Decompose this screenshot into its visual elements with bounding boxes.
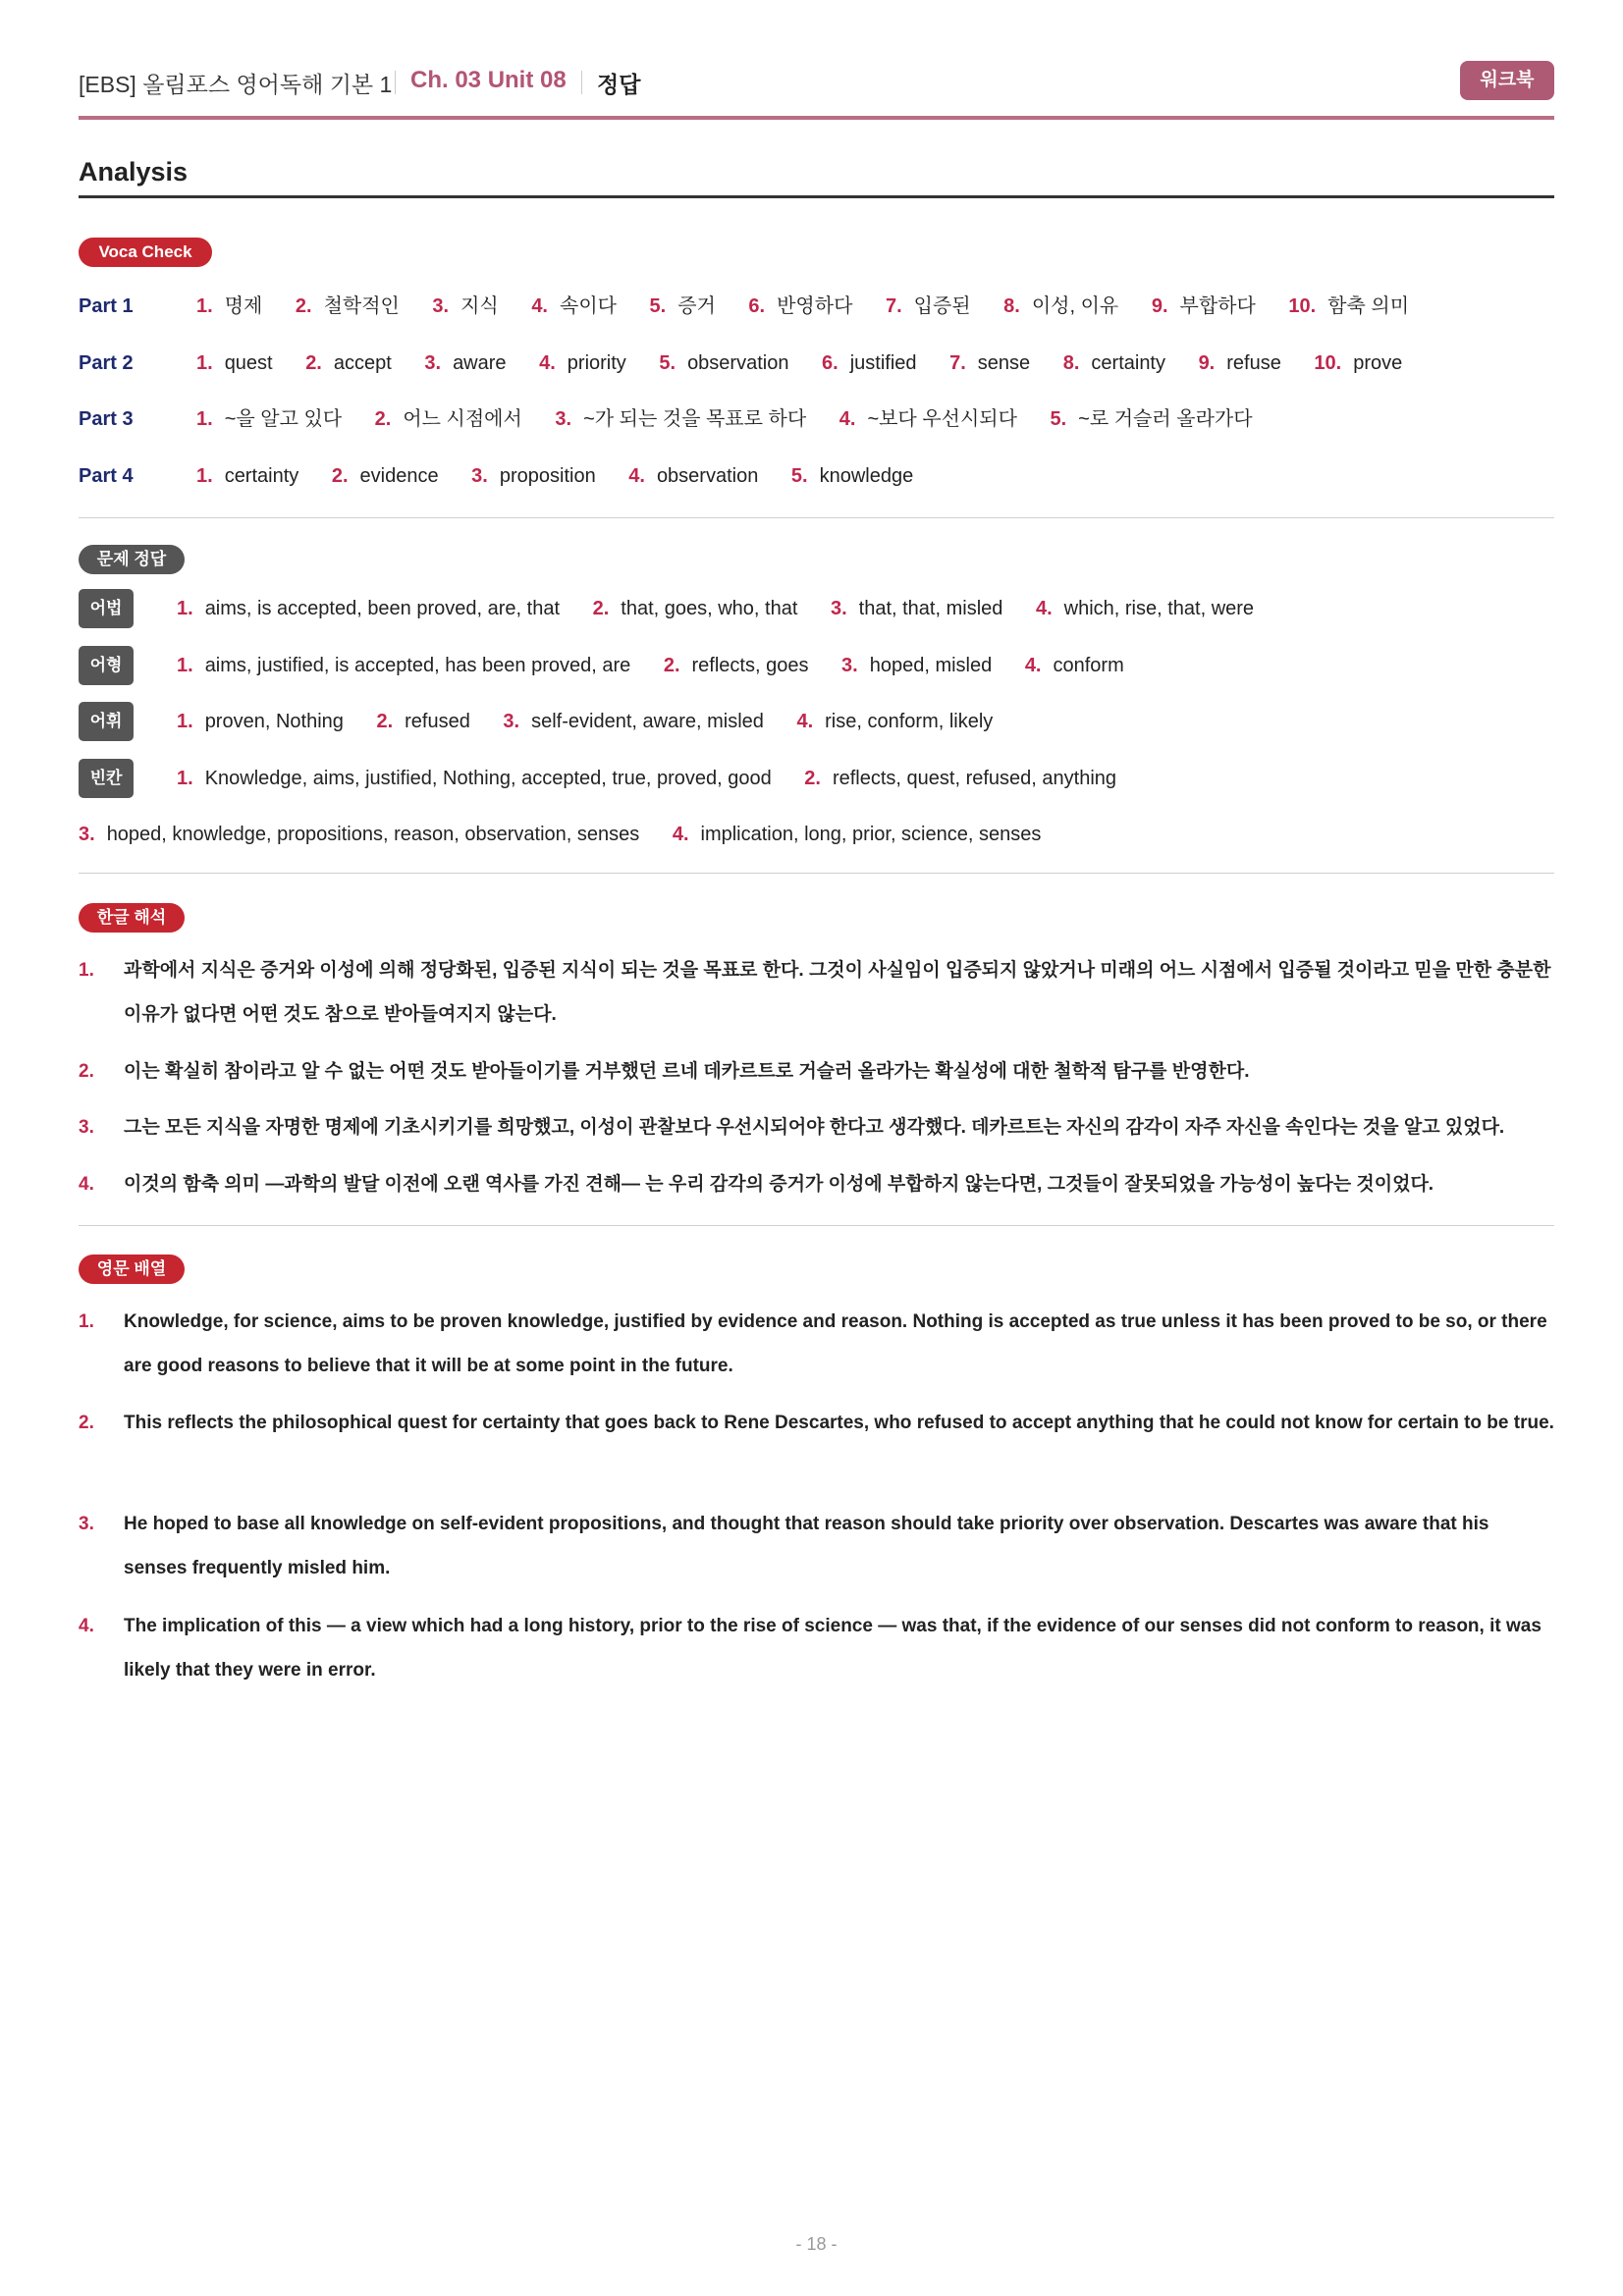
english-label: 영문 배열 [79,1255,185,1284]
section-divider [79,517,1554,518]
voca-item: 9. refuse [1198,352,1281,374]
voca-item: 3. aware [424,352,507,374]
korean-label: 한글 해석 [79,903,185,933]
voca-item: 9. 부합하다 [1151,295,1256,317]
korean-paragraph [79,1105,1554,1149]
voca-item: 5. knowledge [790,465,914,487]
english-paragraph [79,1401,1554,1445]
voca-item: 6. justified [822,352,917,374]
paragraph-number: 4. [79,1174,94,1195]
part-label: Part 1 [79,295,134,317]
section-title: Analysis [79,157,189,187]
page [79,0,1554,2296]
voca-item: 4. ~보다 우선시되다 [839,408,1017,430]
answer-item: 2. reflects, goes [663,655,809,676]
voca-item: 2. 철학적인 [295,295,400,317]
paragraph-number: 3. [79,1514,94,1534]
header-divider [581,71,582,94]
paragraph-text: 과학에서 지식은 증거와 이성에 의해 정당화된, 입증된 지식이 되는 것을 목표로 한다. 그것이 사실임이 입증되지 않았거나 미래의 어느 시점에서 입증될 것이라고 믿을 만한 충분한 이유가 없다면 어떤 것도 참으로 받아들여지지 않는다. [124,960,1551,1025]
voca-items [196,348,1430,378]
part-label: Part 2 [79,352,134,374]
answer-item: 3. hoped, misled [841,655,993,676]
voca-item: 10. 함축 의미 [1288,295,1410,317]
answer-item: 1. Knowledge, aims, justified, Nothing, accepted, true, proved, good [177,768,772,789]
answer-row [79,702,1554,741]
voca-items [196,404,1280,434]
voca-item: 4. priority [539,352,626,374]
paragraph-number: 2. [79,1061,94,1082]
voca-item: 2. accept [305,352,392,374]
voca-item: 3. proposition [471,465,596,487]
voca-item: 8. 이성, 이유 [1003,295,1119,317]
answer-item: 1. aims, justified, is accepted, has been proved, are [177,655,631,676]
section-divider [79,1225,1554,1226]
voca-item: 3. ~가 되는 것을 목표로 하다 [555,408,807,430]
part-label: Part 3 [79,408,134,430]
answer-item: 4. implication, long, prior, science, senses [672,824,1042,845]
answer-item: 2. refused [376,711,470,732]
answer-item: 4. conform [1024,655,1124,676]
english-paragraph [79,1502,1554,1590]
voca-item: 1. ~을 알고 있다 [196,408,343,430]
paragraph-number: 4. [79,1616,94,1636]
answer-item: 2. reflects, quest, refused, anything [804,768,1117,789]
voca-items [196,292,1436,321]
voca-item: 8. certainty [1062,352,1165,374]
answer-row [79,759,1554,798]
answer-items [177,702,1020,741]
voca-item: 6. 반영하다 [748,295,853,317]
workbook-badge: 워크북 [1460,61,1554,100]
voca-part-row [79,461,1554,491]
answer-items [177,589,1281,628]
voca-item: 10. prove [1314,352,1403,374]
answers-label: 문제 정답 [79,545,185,574]
answer-items [177,759,1144,798]
voca-item: 5. 증거 [649,295,716,317]
part-label: Part 4 [79,465,134,487]
voca-part-row [79,404,1554,434]
section-divider [79,873,1554,874]
voca-item: 7. sense [949,352,1031,374]
voca-check-label: Voca Check [79,238,212,267]
paragraph-text: 이것의 함축 의미 ―과학의 발달 이전에 오랜 역사를 가진 견해― 는 우리 감각의 증거가 이성에 부합하지 않는다면, 그것들이 잘못되었을 가능성이 높다는 것이었다. [124,1174,1434,1195]
page-header [79,61,1554,106]
voca-item: 2. 어느 시점에서 [374,408,522,430]
english-paragraph [79,1604,1554,1692]
answer-item: 1. aims, is accepted, been proved, are, that [177,598,561,619]
answer-item: 3. hoped, knowledge, propositions, reason, observation, senses [79,824,640,845]
voca-part-row [79,292,1554,321]
answer-row [79,646,1554,685]
voca-part-row [79,348,1554,378]
paragraph-text: The implication of this — a view which had a long history, prior to the rise of science — was that, if the evidence of our senses did not conform to reason, it was likely that they were in error. [124,1616,1542,1681]
paragraph-number: 3. [79,1117,94,1138]
paragraph-text: 이는 확실히 참이라고 알 수 없는 어떤 것도 받아들이기를 거부했던 르네 데카르트로 거슬러 올라가는 확실성에 대한 철학적 탐구를 반영한다. [124,1061,1250,1082]
answer-tag: 어형 [79,646,134,685]
voca-item: 1. 명제 [196,295,263,317]
korean-paragraph [79,948,1554,1037]
voca-item: 1. certainty [196,465,299,487]
paragraph-number: 1. [79,960,94,981]
answer-item: 4. which, rise, that, were [1035,598,1255,619]
header-rule [79,116,1554,120]
answer-row [79,589,1554,628]
paragraph-text: He hoped to base all knowledge on self-evident propositions, and thought that reason should take priority over observation. Descartes was aware that his senses frequently misled him. [124,1514,1489,1578]
voca-item: 1. quest [196,352,273,374]
voca-item: 4. 속이다 [531,295,617,317]
page-number: - 18 - [795,2234,838,2254]
header-divider [395,71,396,94]
answer-items [177,646,1152,685]
voca-items [196,461,941,491]
answer-item: 1. proven, Nothing [177,711,344,732]
voca-item: 2. evidence [331,465,439,487]
voca-item: 5. observation [659,352,789,374]
paragraph-text: Knowledge, for science, aims to be proven knowledge, justified by evidence and reason. Nothing is accepted as true unless it has been proved to be so, or there are good reasons to believe that it will be at some point in the future. [124,1311,1547,1376]
korean-paragraph [79,1162,1554,1206]
voca-item: 5. ~로 거슬러 올라가다 [1050,408,1253,430]
answer-tag: 빈칸 [79,759,134,798]
answer-item: 2. that, goes, who, that [592,598,798,619]
voca-item: 4. observation [628,465,759,487]
answer-tag: 어휘 [79,702,134,741]
korean-paragraph [79,1049,1554,1094]
answer-item: 3. self-evident, aware, misled [503,711,764,732]
paragraph-text: This reflects the philosophical quest for certainty that goes back to Rene Descartes, who refused to accept anything that he could not know for certain to be true. [124,1413,1554,1433]
chapter-title: Ch. 03 Unit 08 [410,67,567,93]
paragraph-number: 1. [79,1311,94,1332]
english-paragraph [79,1300,1554,1388]
answer-item: 4. rise, conform, likely [796,711,994,732]
answer-tag: 어법 [79,589,134,628]
voca-item: 3. 지식 [432,295,499,317]
paragraph-text: 그는 모든 지식을 자명한 명제에 기초시키기를 희망했고, 이성이 관찰보다 우선시되어야 한다고 생각했다. 데카르트는 자신의 감각이 자주 자신을 속인다는 것을 알고 있었다. [124,1117,1505,1138]
voca-item: 7. 입증된 [885,295,971,317]
answer-continuation [79,820,1554,849]
answer-item: 3. that, that, misled [830,598,1003,619]
section-rule [79,195,1554,198]
book-title: [EBS] 올림포스 영어독해 기본 1 [79,72,393,97]
answer-label: 정답 [597,72,641,97]
paragraph-number: 2. [79,1413,94,1433]
